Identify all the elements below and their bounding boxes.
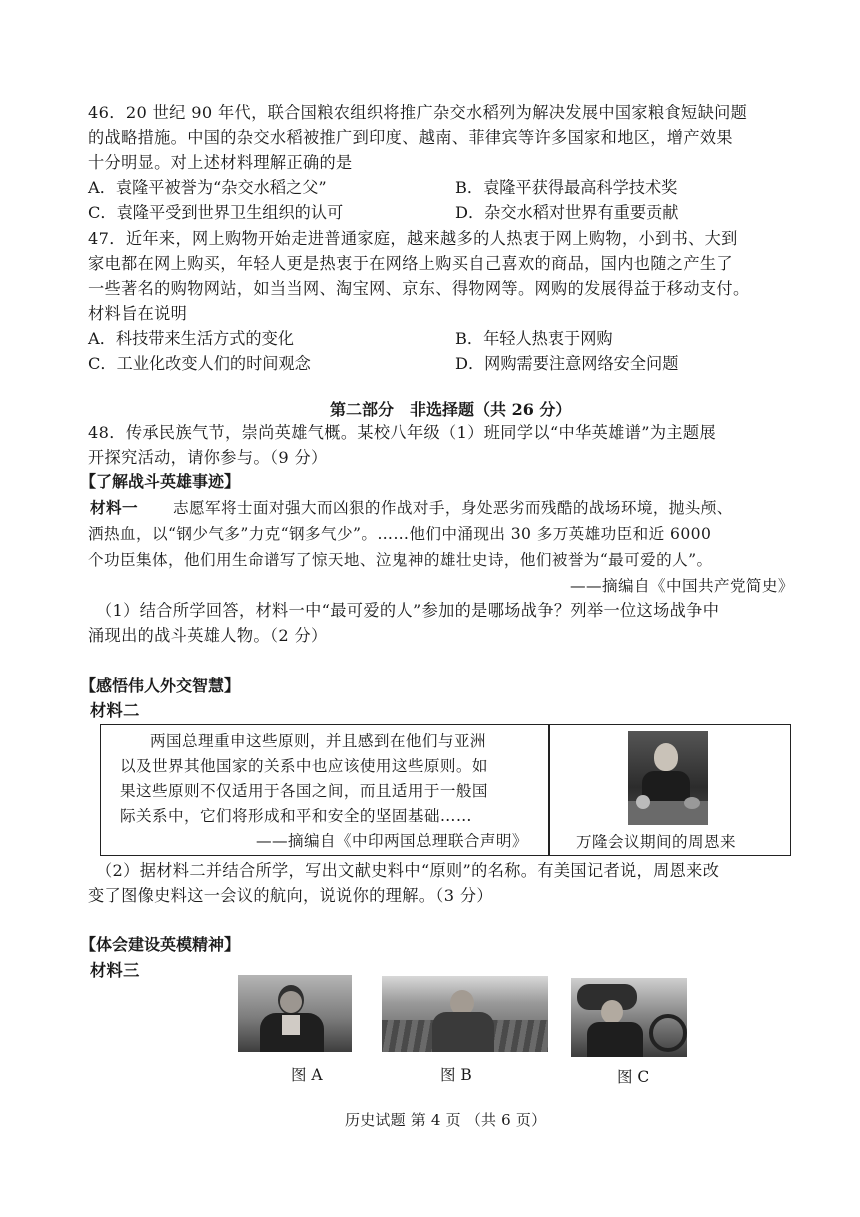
material1-line-1: 志愿军将士面对强大而凶狠的作战对手，身处恶劣而残酷的战场环境，抛头颅、	[173, 499, 733, 517]
q47-stem-line-3: 一些著名的购物网站，如当当网、淘宝网、京东、得物网等。网购的发展得益于移动支付。	[88, 279, 750, 298]
material2-label: 材料二	[90, 701, 140, 720]
material1-source: ——摘编自《中国共产党简史》	[570, 577, 794, 595]
material3-label: 材料三	[90, 961, 140, 980]
material1-line-3: 个功臣集体，他们用生命谱写了惊天地、泣鬼神的雄壮史诗，他们被誉为“最可爱的人”。	[88, 551, 713, 569]
q47-stem-line-4: 材料旨在说明	[88, 304, 188, 323]
part2-title: 第二部分 非选择题（共 26 分）	[330, 400, 572, 419]
q46-option-c: C．袁隆平受到世界卫生组织的认可	[88, 203, 344, 222]
q47-stem-line-2: 家电都在网上购买，年轻人更是热衷于在网络上购买自己喜欢的商品，国内也随之产生了	[88, 254, 733, 273]
figure-c-photo	[571, 978, 687, 1057]
q48-intro-line-1: 48．传承民族气节，崇尚英雄气概。某校八年级（1）班同学以“中华英雄谱”为主题展	[88, 423, 717, 442]
q46-option-d: D．杂交水稻对世界有重要贡献	[455, 203, 679, 222]
figure-c-caption: 图 C	[617, 1068, 650, 1086]
q46-option-a: A．袁隆平被誉为“杂交水稻之父”	[88, 178, 327, 197]
q47-option-a: A．科技带来生活方式的变化	[88, 329, 294, 348]
q48-sub2-line-1: （2）据材料二并结合所学，写出文献史料中“原则”的名称。有美国记者说，周恩来改	[96, 861, 720, 880]
q48-sub1-line-2: 涌现出的战斗英雄人物。（2 分）	[88, 626, 328, 645]
page-footer: 历史试题 第 4 页 （共 6 页）	[345, 1111, 547, 1129]
q48-sub2-line-2: 变了图像史料这一会议的航向，说说你的理解。（3 分）	[88, 886, 493, 905]
q46-stem-line-1: 46．20 世纪 90 年代，联合国粮农组织将推广杂交水稻列为解决发展中国家粮食短缺问题	[88, 103, 748, 122]
figure-a-caption: 图 A	[291, 1066, 323, 1084]
q48-intro-line-2: 开探究活动，请你参与。（9 分）	[88, 448, 328, 467]
material1-line-2: 洒热血，以“钢少气多”力克“钢多气少”。……他们中涌现出 30 多万英雄功臣和近 6000	[88, 525, 712, 543]
q46-stem-line-3: 十分明显。对上述材料理解正确的是	[88, 153, 353, 172]
material2-doc-source: ——摘编自《中印两国总理联合声明》	[256, 832, 528, 850]
material1-label: 材料一	[90, 498, 138, 517]
material2-doc-line-4: 际关系中，它们将形成和平和安全的坚固基础……	[120, 807, 472, 825]
material2-doc-line-1: 两国总理重申这些原则，并且感到在他们与亚洲	[150, 732, 486, 750]
figure-b-caption: 图 B	[440, 1066, 472, 1084]
q47-stem-line-1: 47．近年来，网上购物开始走进普通家庭，越来越多的人热衷于网上购物，小到书、大到	[88, 229, 738, 248]
q46-stem-line-2: 的战略措施。中国的杂交水稻被推广到印度、越南、菲律宾等许多国家和地区，增产效果	[88, 128, 733, 147]
material2-doc-line-3: 果这些原则不仅适用于各国之间，而且适用于一般国	[120, 782, 488, 800]
zhou-enlai-photo	[628, 731, 708, 825]
q48-sub1-line-1: （1）结合所学回答，材料一中“最可爱的人”参加的是哪场战争？列举一位这场战争中	[96, 601, 720, 620]
q47-option-c: C．工业化改变人们的时间观念	[88, 354, 311, 373]
section3-heading: 【体会建设英模精神】	[80, 935, 241, 954]
figure-a-photo	[238, 975, 352, 1052]
q46-option-b: B．袁隆平获得最高科学技术奖	[455, 178, 678, 197]
q47-option-d: D．网购需要注意网络安全问题	[455, 354, 679, 373]
section2-heading: 【感悟伟人外交智慧】	[80, 676, 241, 695]
zhou-enlai-caption: 万隆会议期间的周恩来	[576, 833, 736, 851]
material2-divider	[548, 725, 550, 855]
figure-b-photo	[382, 976, 548, 1052]
section1-heading: 【了解战斗英雄事迹】	[80, 472, 241, 491]
q47-option-b: B．年轻人热衷于网购	[455, 329, 613, 348]
material2-doc-line-2: 以及世界其他国家的关系中也应该使用这些原则。如	[120, 757, 488, 775]
